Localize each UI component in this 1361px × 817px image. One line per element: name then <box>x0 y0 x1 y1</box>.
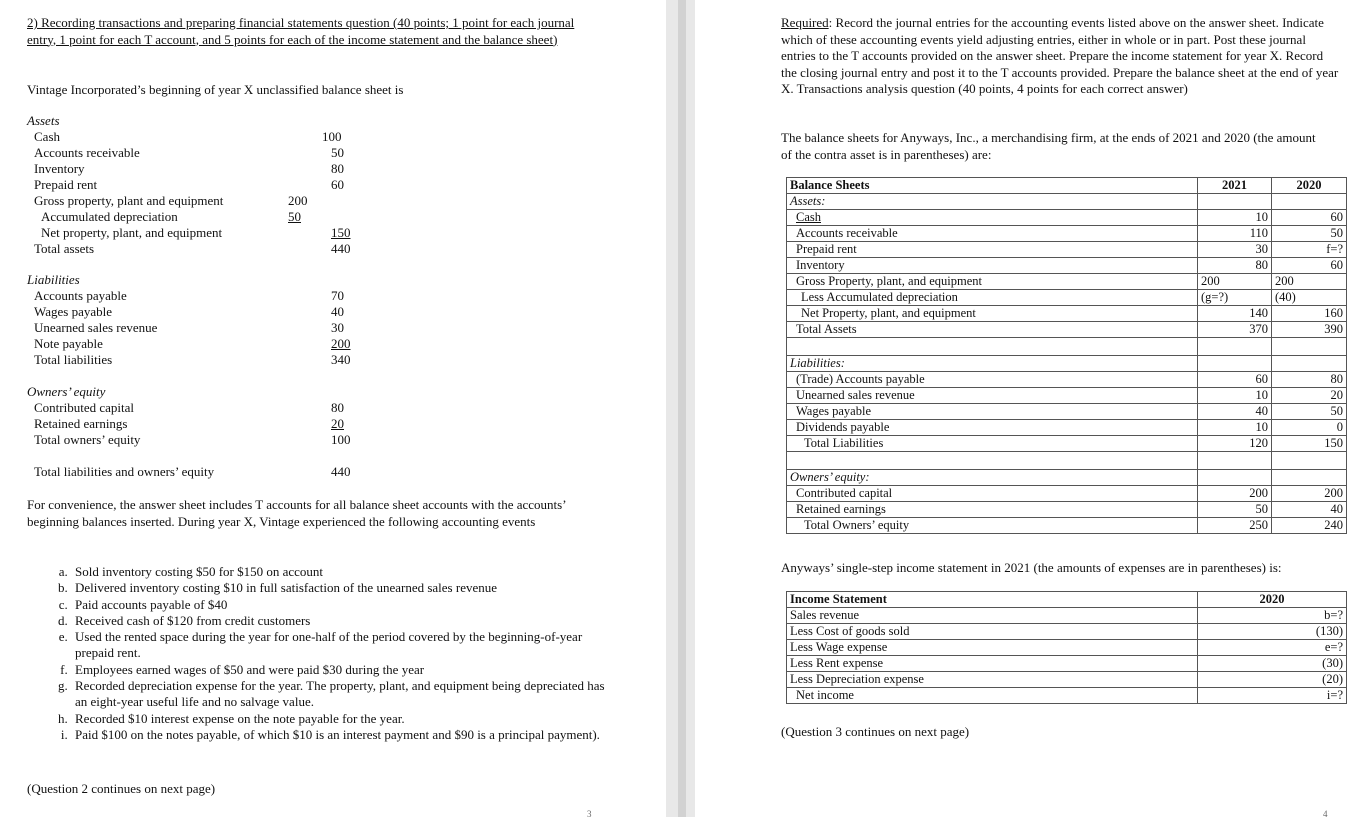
table-row <box>787 306 1347 322</box>
value-2021: 250 <box>1198 518 1272 534</box>
row-label: Cash <box>787 210 1198 226</box>
net-ppe-label: Net property, plant, and equipment <box>41 225 223 240</box>
row-value: (30) <box>1198 656 1347 672</box>
equity-label: Contributed capital <box>34 400 135 415</box>
value-2020: 200 <box>1272 274 1347 290</box>
table-cell <box>1272 470 1347 486</box>
liability-label: Unearned sales revenue <box>34 320 158 335</box>
table-cell <box>1198 356 1272 372</box>
event-item: b. Delivered inventory costing $10 in full satisfaction of the unearned sales revenue <box>71 580 611 596</box>
income-statement-table <box>786 591 1347 704</box>
row-label: Less Depreciation expense <box>787 672 1198 688</box>
income-statement-intro: Anyways’ single-step income statement in 2021 (the amounts of expenses are in parentheses) is: <box>781 560 1282 575</box>
value-2020: 200 <box>1272 486 1347 502</box>
net-ppe-value: 150 <box>331 225 351 240</box>
required-paragraph <box>781 15 1341 98</box>
value-2020: 0 <box>1272 420 1347 436</box>
liability-value: 70 <box>331 288 344 303</box>
spacer-cell <box>1198 452 1272 470</box>
asset-label: Accounts receivable <box>34 145 140 160</box>
page-left <box>0 0 666 817</box>
total-le-value: 440 <box>331 464 351 479</box>
value-2020: 160 <box>1272 306 1347 322</box>
equity-heading: Owners’ equity <box>27 384 106 399</box>
total-assets-value: 440 <box>331 241 351 256</box>
total-assets-label: Total assets <box>34 241 95 256</box>
table-cell <box>1272 356 1347 372</box>
balance-sheets-table <box>786 177 1347 534</box>
table-header-row <box>787 178 1347 194</box>
table-row <box>787 356 1347 372</box>
value-2021: 30 <box>1198 242 1272 258</box>
spacer-cell <box>787 338 1198 356</box>
convenience-paragraph: For convenience, the answer sheet includes T accounts for all balance sheet accounts with the accounts’ beginning balances inserted. During year X, Vintage experienced the following accounting events <box>27 497 566 529</box>
value-2021: 10 <box>1198 420 1272 436</box>
page-gap <box>666 0 695 817</box>
asset-value: 50 <box>331 145 344 160</box>
liabilities-heading: Liabilities: <box>787 356 1198 372</box>
value-2021: 10 <box>1198 210 1272 226</box>
event-item: h. Recorded $10 interest expense on the note payable for the year. <box>71 711 611 727</box>
total-equity-label: Total owners’ equity <box>34 432 141 447</box>
table-row <box>787 624 1347 640</box>
column-2020: 2020 <box>1272 178 1347 194</box>
value-2021: 40 <box>1198 404 1272 420</box>
value-2020: 60 <box>1272 210 1347 226</box>
value-2020: 80 <box>1272 372 1347 388</box>
total-liabilities-label: Total liabilities <box>34 352 113 367</box>
asset-value: 80 <box>331 161 344 176</box>
value-2020: 60 <box>1272 258 1347 274</box>
row-value: e=? <box>1198 640 1347 656</box>
gross-ppe-value: 200 <box>288 193 308 208</box>
spacer-cell <box>1272 338 1347 356</box>
value-2020: (40) <box>1272 290 1347 306</box>
row-label: Total Assets <box>787 322 1198 338</box>
table-row <box>787 502 1347 518</box>
column-year: 2020 <box>1198 592 1347 608</box>
value-2021: 50 <box>1198 502 1272 518</box>
question-3-continues: (Question 3 continues on next page) <box>781 724 970 739</box>
value-2020: 240 <box>1272 518 1347 534</box>
row-label: Gross Property, plant, and equipment <box>787 274 1198 290</box>
table-row <box>787 436 1347 452</box>
table-row <box>787 608 1347 624</box>
liability-value: 30 <box>331 320 344 335</box>
event-item: f. Employees earned wages of $50 and were paid $30 during the year <box>71 662 611 678</box>
page-divider <box>678 0 686 817</box>
liability-value: 200 <box>331 336 351 351</box>
table-title: Income Statement <box>787 592 1198 608</box>
value-2021: 10 <box>1198 388 1272 404</box>
row-label: Inventory <box>787 258 1198 274</box>
table-title: Balance Sheets <box>787 178 1198 194</box>
value-2021: 140 <box>1198 306 1272 322</box>
required-label: Required <box>781 15 829 30</box>
value-2021: 120 <box>1198 436 1272 452</box>
balance-sheets-intro: The balance sheets for Anyways, Inc., a merchandising firm, at the ends of 2021 and 2020 (the amount of the contra asset is in parentheses) are: <box>781 130 1316 162</box>
row-value: i=? <box>1198 688 1347 704</box>
row-label: Net Property, plant, and equipment <box>787 306 1198 322</box>
value-2021: 80 <box>1198 258 1272 274</box>
row-label: Dividends payable <box>787 420 1198 436</box>
assets-heading: Assets <box>27 113 60 128</box>
accum-depr-label: Accumulated depreciation <box>41 209 178 224</box>
row-label: (Trade) Accounts payable <box>787 372 1198 388</box>
table-row <box>787 338 1347 356</box>
row-label: Less Rent expense <box>787 656 1198 672</box>
row-label: Net income <box>787 688 1198 704</box>
table-cell <box>1272 194 1347 210</box>
table-row <box>787 372 1347 388</box>
gross-ppe-label: Gross property, plant and equipment <box>34 193 224 208</box>
row-label: Contributed capital <box>787 486 1198 502</box>
table-row <box>787 656 1347 672</box>
row-label: Retained earnings <box>787 502 1198 518</box>
table-row <box>787 518 1347 534</box>
row-label: Accounts receivable <box>787 226 1198 242</box>
row-value: (130) <box>1198 624 1347 640</box>
assets-heading: Assets: <box>787 194 1198 210</box>
asset-value: 60 <box>331 177 344 192</box>
table-row <box>787 470 1347 486</box>
row-label: Unearned sales revenue <box>787 388 1198 404</box>
column-2021: 2021 <box>1198 178 1272 194</box>
total-le-label: Total liabilities and owners’ equity <box>34 464 215 479</box>
value-2020: f=? <box>1272 242 1347 258</box>
table-row <box>787 274 1347 290</box>
accum-depr-value: 50 <box>288 209 301 224</box>
table-row <box>787 404 1347 420</box>
liability-label: Accounts payable <box>34 288 127 303</box>
event-item: c. Paid accounts payable of $40 <box>71 597 611 613</box>
value-2020: 40 <box>1272 502 1347 518</box>
table-cell <box>1198 470 1272 486</box>
event-item: e. Used the rented space during the year for one-half of the period covered by the beginning-of-year prepaid rent. <box>71 629 611 662</box>
row-value: b=? <box>1198 608 1347 624</box>
event-item: i. Paid $100 on the notes payable, of which $10 is an interest payment and $90 is a principal payment). <box>71 727 611 743</box>
value-2021: 60 <box>1198 372 1272 388</box>
row-label: Less Accumulated depreciation <box>787 290 1198 306</box>
table-cell <box>1198 194 1272 210</box>
value-2021: 110 <box>1198 226 1272 242</box>
table-row <box>787 640 1347 656</box>
value-2020: 390 <box>1272 322 1347 338</box>
table-row <box>787 486 1347 502</box>
table-row <box>787 210 1347 226</box>
row-label: Total Liabilities <box>787 436 1198 452</box>
value-2020: 20 <box>1272 388 1347 404</box>
event-item: d. Received cash of $120 from credit customers <box>71 613 611 629</box>
liability-label: Wages payable <box>34 304 112 319</box>
spacer-cell <box>787 452 1198 470</box>
asset-label: Prepaid rent <box>34 177 98 192</box>
value-2021: (g=?) <box>1198 290 1272 306</box>
total-liabilities-value: 340 <box>331 352 351 367</box>
row-label: Less Cost of goods sold <box>787 624 1198 640</box>
value-2021: 200 <box>1198 486 1272 502</box>
table-row <box>787 388 1347 404</box>
row-label: Sales revenue <box>787 608 1198 624</box>
value-2021: 200 <box>1198 274 1272 290</box>
table-row <box>787 226 1347 242</box>
liabilities-heading: Liabilities <box>27 272 80 287</box>
equity-label: Retained earnings <box>34 416 128 431</box>
equity-value: 80 <box>331 400 344 415</box>
table-row <box>787 452 1347 470</box>
table-row <box>787 242 1347 258</box>
equity-heading: Owners’ equity: <box>787 470 1198 486</box>
table-row <box>787 194 1347 210</box>
balance-sheet-intro: Vintage Incorporated’s beginning of year X unclassified balance sheet is <box>27 82 404 97</box>
question-2-title: 2) Recording transactions and preparing financial statements question (40 points; 1 point for each journal entry, 1 point for each T account, and 5 points for each of the income statement and the balance sheet) <box>27 15 575 47</box>
page-number: 3 <box>587 809 592 817</box>
total-equity-value: 100 <box>331 432 351 447</box>
table-row <box>787 688 1347 704</box>
asset-label: Inventory <box>34 161 85 176</box>
table-row <box>787 420 1347 436</box>
row-label: Prepaid rent <box>787 242 1198 258</box>
value-2021: 370 <box>1198 322 1272 338</box>
asset-label: Cash <box>34 129 60 144</box>
value-2020: 50 <box>1272 404 1347 420</box>
liability-value: 40 <box>331 304 344 319</box>
row-label: Less Wage expense <box>787 640 1198 656</box>
question-2-continues: (Question 2 continues on next page) <box>27 781 216 796</box>
equity-value: 20 <box>331 416 344 431</box>
event-item: a. Sold inventory costing $50 for $150 on account <box>71 564 611 580</box>
table-row <box>787 290 1347 306</box>
value-2020: 50 <box>1272 226 1347 242</box>
spacer-cell <box>1198 338 1272 356</box>
table-header-row <box>787 592 1347 608</box>
accounting-events-list <box>27 564 611 743</box>
table-row <box>787 258 1347 274</box>
required-text: : Record the journal entries for the accounting events listed above on the answer sheet. Indicate which of these accounting events yield adjusting entries, either in whole or in part. Post these journal entries to the T accounts provided on the answer sheet. Prepare the income statement for year X. Record the closing journal entry and post it to the T accounts provided. Prepare the balance sheet at the end of year X. Transactions analysis question (40 points, 4 points for each correct answer) <box>781 15 1339 96</box>
table-row <box>787 672 1347 688</box>
row-label: Wages payable <box>787 404 1198 420</box>
liability-label: Note payable <box>34 336 103 351</box>
row-label: Total Owners’ equity <box>787 518 1198 534</box>
table-row <box>787 322 1347 338</box>
asset-value: 100 <box>322 129 342 144</box>
event-item: g. Recorded depreciation expense for the year. The property, plant, and equipment being depreciated has an eight-year useful life and no salvage value. <box>71 678 611 711</box>
row-value: (20) <box>1198 672 1347 688</box>
page-right <box>695 0 1361 817</box>
page-number: 4 <box>1323 809 1328 817</box>
spacer-cell <box>1272 452 1347 470</box>
value-2020: 150 <box>1272 436 1347 452</box>
